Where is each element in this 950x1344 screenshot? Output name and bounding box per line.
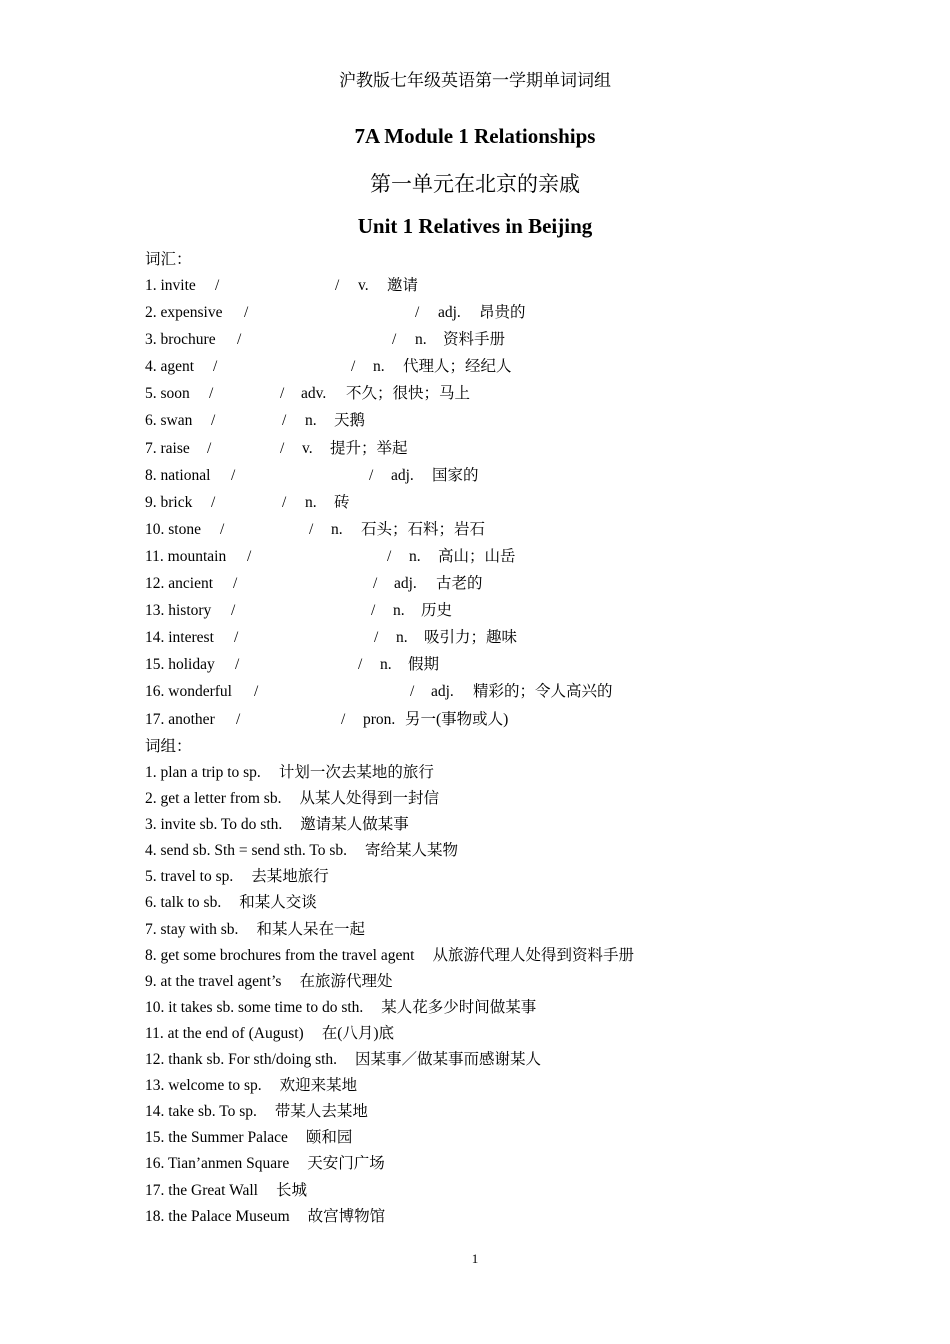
vocab-list [145, 276, 845, 737]
vocab-meaning: 历史 [421, 602, 453, 620]
vocab-meaning: 昂贵的 [479, 304, 526, 322]
phrase-english: 16. Tian’anmen Square [145, 1155, 290, 1173]
phrase-english: 11. at the end of (August) [145, 1024, 304, 1042]
phrase-item [145, 1050, 845, 1076]
vocab-meaning: 另一(事物或人) [405, 710, 509, 728]
part-of-speech: adv. [301, 385, 327, 403]
phonetic-open-slash: / [211, 493, 216, 511]
vocab-item [145, 547, 845, 574]
phonetic-open-slash: / [247, 547, 252, 565]
phonetic-close-slash: / [351, 358, 356, 376]
vocab-item [145, 628, 845, 655]
phrase-item [145, 1102, 845, 1128]
phrase-item [145, 841, 845, 867]
vocab-meaning: 精彩的；令人高兴的 [473, 683, 613, 701]
phrase-item [145, 946, 845, 972]
phrase-chinese: 和某人呆在一起 [256, 920, 365, 938]
vocab-word: 2. expensive [145, 304, 223, 322]
phrase-item [145, 1128, 845, 1154]
vocab-meaning: 石头；石料；岩石 [361, 520, 486, 538]
part-of-speech: n. [380, 656, 392, 674]
vocab-meaning: 代理人；经纪人 [403, 358, 512, 376]
vocab-word: 11. mountain [145, 547, 227, 565]
part-of-speech: n. [305, 412, 317, 430]
vocab-item [145, 439, 845, 466]
unit-title: Unit 1 Relatives in Beijing [357, 214, 593, 238]
vocab-word: 5. soon [145, 385, 190, 403]
phrase-chinese: 从旅游代理人处得到资料手册 [432, 946, 634, 964]
phrase-chinese: 寄给某人某物 [365, 842, 459, 860]
vocab-meaning: 提升；举起 [330, 439, 408, 457]
phonetic-open-slash: / [220, 520, 225, 538]
vocab-meaning: 高山；山岳 [438, 547, 516, 565]
phrase-english: 10. it takes sb. some time to do sth. [145, 998, 364, 1016]
vocab-meaning: 砖 [334, 493, 350, 511]
phonetic-close-slash: / [358, 656, 363, 674]
phrase-item [145, 893, 845, 919]
phrase-item [145, 1076, 845, 1102]
phrase-list [145, 763, 845, 1233]
phrase-english: 8. get some brochures from the travel agent [145, 946, 415, 964]
part-of-speech: n. [393, 602, 405, 620]
phrase-chinese: 在旅游代理处 [299, 972, 393, 990]
phrase-chinese: 从某人处得到一封信 [299, 790, 439, 808]
phrase-chinese: 颐和园 [305, 1129, 353, 1147]
phonetic-open-slash: / [233, 575, 238, 593]
phrase-english: 3. invite sb. To do sth. [145, 816, 283, 834]
phonetic-close-slash: / [410, 683, 415, 701]
document-header: 沪教版七年级英语第一学期单词词组 [339, 71, 611, 90]
phrase-english: 17. the Great Wall [145, 1181, 258, 1199]
phrase-item [145, 867, 845, 893]
vocab-item [145, 276, 845, 303]
phrase-item [145, 763, 845, 789]
phrase-english: 1. plan a trip to sp. [145, 764, 261, 781]
page-number: 1 [471, 1251, 479, 1266]
phrase-chinese: 故宫博物馆 [307, 1207, 386, 1225]
phrase-chinese: 长城 [275, 1181, 307, 1199]
vocab-word: 1. invite [145, 277, 196, 294]
phrase-item [145, 920, 845, 946]
vocab-word: 9. brick [145, 493, 193, 511]
phrase-english: 6. talk to sb. [145, 894, 222, 912]
phrase-chinese: 和某人交谈 [239, 894, 317, 912]
vocab-item [145, 466, 845, 493]
phrase-item [145, 1024, 845, 1050]
vocab-item [145, 330, 845, 357]
part-of-speech: n. [331, 520, 343, 538]
vocab-word: 14. interest [145, 629, 214, 647]
vocab-word: 10. stone [145, 520, 201, 538]
phonetic-close-slash: / [282, 412, 287, 430]
phonetic-close-slash: / [341, 710, 346, 728]
phonetic-open-slash: / [213, 358, 218, 376]
phonetic-close-slash: / [392, 331, 397, 349]
phonetic-open-slash: / [236, 710, 241, 728]
phrase-label: 词组： [145, 738, 192, 755]
phrase-chinese: 在(八月)底 [321, 1024, 395, 1042]
part-of-speech: adj. [438, 304, 461, 322]
vocab-meaning: 不久；很快；马上 [346, 385, 471, 403]
phrase-english: 2. get a letter from sb. [145, 790, 282, 808]
phrase-english: 4. send sb. Sth = send sth. To sb. [145, 842, 347, 860]
part-of-speech: v. [358, 277, 369, 294]
vocab-meaning: 邀请 [387, 277, 419, 294]
vocab-meaning: 天鹅 [334, 412, 366, 430]
phonetic-close-slash: / [374, 629, 379, 647]
part-of-speech: n. [373, 358, 385, 376]
vocab-item [145, 655, 845, 682]
vocab-meaning: 国家的 [432, 466, 479, 484]
phrase-chinese: 邀请某人做某事 [300, 816, 409, 834]
vocab-word: 17. another [145, 710, 215, 728]
phonetic-open-slash: / [211, 412, 216, 430]
phonetic-open-slash: / [237, 331, 242, 349]
phonetic-open-slash: / [209, 385, 214, 403]
vocab-meaning: 吸引力；趣味 [424, 629, 518, 647]
phrase-item [145, 972, 845, 998]
phrase-chinese: 某人花多少时间做某事 [381, 998, 537, 1016]
phrase-english: 18. the Palace Museum [145, 1207, 290, 1225]
phrase-english: 5. travel to sp. [145, 868, 234, 886]
phrase-chinese: 因某事／做某事而感谢某人 [355, 1051, 542, 1069]
phrase-item [145, 815, 845, 841]
vocab-item [145, 682, 845, 709]
module-title: 7A Module 1 Relationships [354, 124, 596, 148]
vocab-item [145, 411, 845, 438]
part-of-speech: n. [396, 629, 408, 647]
phrase-item [145, 998, 845, 1024]
vocab-word: 13. history [145, 602, 212, 620]
phrase-chinese: 天安门广场 [307, 1155, 385, 1173]
phrase-english: 7. stay with sb. [145, 920, 239, 938]
phrase-chinese: 带某人去某地 [274, 1103, 368, 1121]
phonetic-close-slash: / [309, 520, 314, 538]
phonetic-open-slash: / [231, 602, 236, 620]
phrase-english: 12. thank sb. For sth/doing sth. [145, 1051, 338, 1069]
phonetic-close-slash: / [387, 547, 392, 565]
vocab-word: 8. national [145, 466, 211, 484]
phonetic-close-slash: / [373, 575, 378, 593]
phrase-english: 9. at the travel agent’s [145, 972, 282, 990]
part-of-speech: n. [415, 331, 427, 349]
phonetic-open-slash: / [234, 629, 239, 647]
vocab-item [145, 303, 845, 330]
phonetic-close-slash: / [280, 385, 285, 403]
vocab-word: 16. wonderful [145, 683, 232, 701]
vocab-item [145, 574, 845, 601]
vocab-word: 7. raise [145, 439, 190, 457]
part-of-speech: pron. [363, 710, 396, 728]
phrase-item [145, 1207, 845, 1233]
phrase-chinese: 去某地旅行 [251, 868, 329, 886]
phonetic-close-slash: / [335, 277, 340, 294]
part-of-speech: adj. [394, 575, 417, 593]
vocab-item [145, 357, 845, 384]
phonetic-close-slash: / [282, 493, 287, 511]
phonetic-open-slash: / [215, 277, 220, 294]
part-of-speech: adj. [391, 466, 414, 484]
part-of-speech: adj. [431, 683, 454, 701]
vocab-word: 6. swan [145, 412, 193, 430]
part-of-speech: n. [409, 547, 421, 565]
phrase-english: 15. the Summer Palace [145, 1129, 288, 1147]
phonetic-open-slash: / [254, 683, 259, 701]
phrase-chinese: 计划一次去某地的旅行 [278, 764, 434, 781]
phonetic-close-slash: / [280, 439, 285, 457]
phonetic-open-slash: / [235, 656, 240, 674]
part-of-speech: v. [302, 439, 313, 457]
vocab-meaning: 古老的 [436, 575, 483, 593]
vocab-word: 3. brochure [145, 331, 216, 349]
vocab-label: 词汇： [145, 251, 192, 268]
part-of-speech: n. [305, 493, 317, 511]
phrase-item [145, 789, 845, 815]
unit-chinese-title: 第一单元在北京的亲戚 [370, 172, 580, 196]
vocab-word: 4. agent [145, 358, 195, 376]
vocab-item [145, 384, 845, 411]
phrase-chinese: 欢迎来某地 [279, 1077, 358, 1095]
phrase-english: 14. take sb. To sp. [145, 1103, 257, 1121]
phonetic-close-slash: / [369, 466, 374, 484]
vocab-word: 12. ancient [145, 575, 214, 593]
vocab-item [145, 520, 845, 547]
phonetic-open-slash: / [231, 466, 236, 484]
vocab-meaning: 假期 [408, 656, 440, 674]
phonetic-close-slash: / [415, 304, 420, 322]
phonetic-close-slash: / [371, 602, 376, 620]
vocab-word: 15. holiday [145, 656, 215, 674]
vocab-item [145, 601, 845, 628]
vocab-item [145, 493, 845, 520]
phrase-item [145, 1181, 845, 1207]
vocab-meaning: 资料手册 [443, 331, 506, 349]
phonetic-open-slash: / [207, 439, 212, 457]
vocab-item [145, 710, 845, 737]
phrase-item [145, 1154, 845, 1180]
phrase-english: 13. welcome to sp. [145, 1077, 262, 1095]
phonetic-open-slash: / [244, 304, 249, 322]
